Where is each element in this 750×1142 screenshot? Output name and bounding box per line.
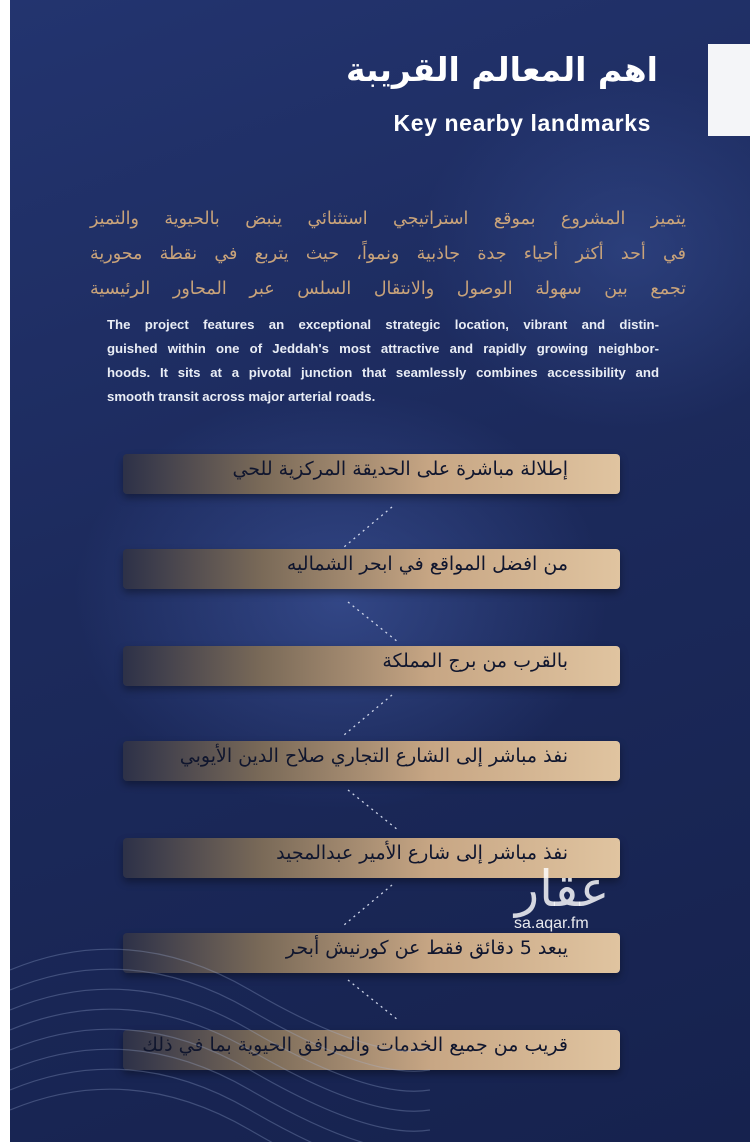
aqar-logo: عقار — [515, 860, 610, 918]
intro-arabic-line: تجمع بين سهولة الوصول والانتقال السلس عبر المحاور الرئيسية — [90, 279, 686, 299]
intro-english-line: guished within one of Jeddah's most attractive and rapidly growing neighbor- — [107, 341, 659, 356]
landmark-label: بالقرب من برج المملكة — [382, 650, 568, 672]
title-arabic: اهم المعالم القريبة — [345, 50, 658, 89]
landmark-item — [123, 549, 620, 589]
landmark-label: نفذ مباشر إلى شارع الأمير عبدالمجيد — [276, 842, 568, 864]
intro-english-line: smooth transit across major arterial roads. — [107, 389, 376, 404]
landmarks-brochure — [10, 0, 750, 1142]
intro-arabic-line: في أحد أكثر أحياء جدة جاذبية ونمواً، حيث يتربع في نقطة محورية — [90, 244, 686, 264]
landmark-label: إطلالة مباشرة على الحديقة المركزية للحي — [232, 458, 568, 480]
landmark-label: من افضل المواقع في ابحر الشماليه — [286, 553, 568, 575]
decorative-arcs-icon — [10, 930, 430, 1142]
aqar-domain: sa.aqar.fm — [514, 915, 589, 932]
title-english: Key nearby landmarks — [393, 110, 651, 136]
landmark-item — [123, 646, 620, 686]
landmark-item — [123, 741, 620, 781]
landmark-label: يبعد 5 دقائق فقط عن كورنيش أبحر — [285, 937, 568, 959]
intro-arabic-line: يتميز المشروع بموقع استراتيجي استثنائي ينبض بالحيوية والتميز — [90, 209, 686, 229]
landmark-label: قريب من جميع الخدمات والمرافق الحيوية بما في ذلك — [142, 1034, 568, 1056]
intro-english-line: hoods. It sits at a pivotal junction that seamlessly combines accessibility and — [107, 365, 659, 380]
intro-english-line: The project features an exceptional strategic location, vibrant and distin- — [107, 317, 659, 332]
landmark-label: نفذ مباشر إلى الشارع التجاري صلاح الدين الأيوبي — [179, 745, 568, 767]
landmark-item — [123, 454, 620, 494]
